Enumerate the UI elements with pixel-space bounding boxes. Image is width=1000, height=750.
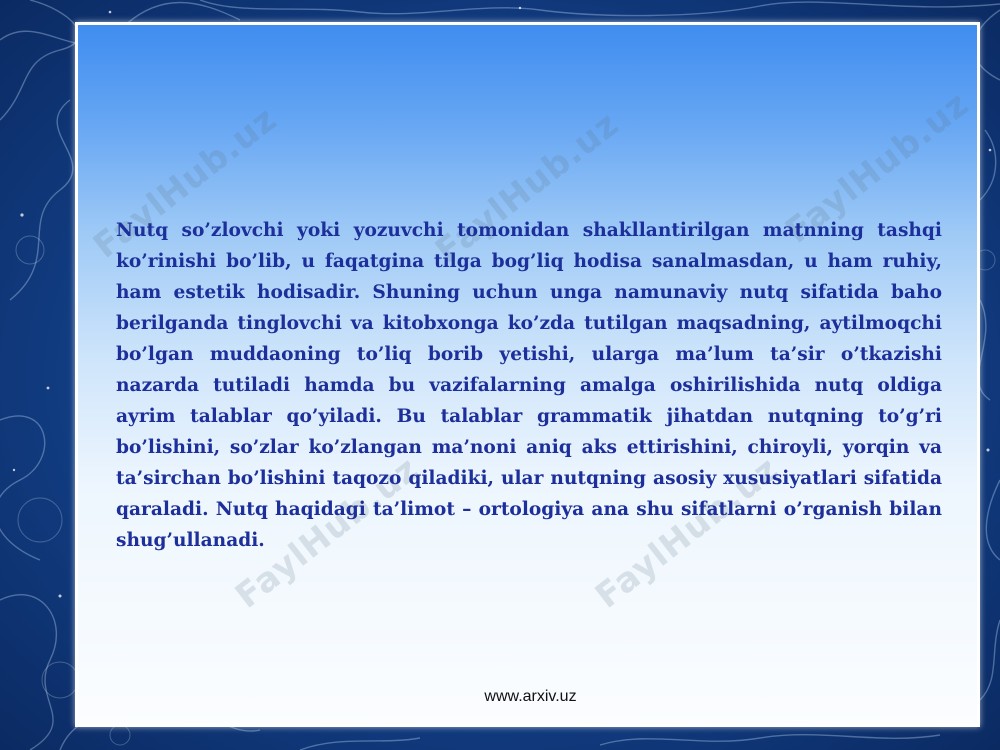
watermark: FaylHub.uz [228, 449, 427, 617]
footer-url: www.arxiv.uz [484, 688, 577, 705]
watermark: FaylHub.uz [778, 84, 977, 252]
watermark: FaylHub.uz [588, 449, 787, 617]
watermark: FaylHub.uz [86, 99, 285, 267]
slide-content-frame [75, 22, 980, 727]
slide-body-paragraph: Nutq so’zlovchi yoki yozuvchi tomonidan shakllantirilgan matnning tashqi ko’rinishi bo’lib, u faqatgina tilga bog’liq hodisa sanalmasdan, u ham ruhiy, ham estetik hodisadir. Shuning uchun unga namunaviy nutq sifatida baho berilganda tinglovchi va kitobxonga ko’zda tutilgan maqsadning, aytilmoqchi bo’lgan muddaoning to’liq borib yetishi, ularga ma’lum ta’sir o’tkazishi nazarda tutiladi hamda bu vazifalarning amalga oshirilishida nutq oldiga ayrim talablar qo’yiladi. Bu talablar grammatik jihatdan nutqning to’g’ri bo’lishini, so’zlar ko’zlangan ma’noni aniq aks ettirishini, chiroyli, yorqin va ta’sirchan bo’lishini taqozo qiladiki, ular nutqning asosiy xususiyatlari sifatida qaraladi. Nutq haqidagi ta’limot – ortologiya ana shu sifatlarni o’rganish bilan shug’ullanadi. [116, 220, 942, 551]
watermark: FaylHub.uz [428, 104, 627, 272]
